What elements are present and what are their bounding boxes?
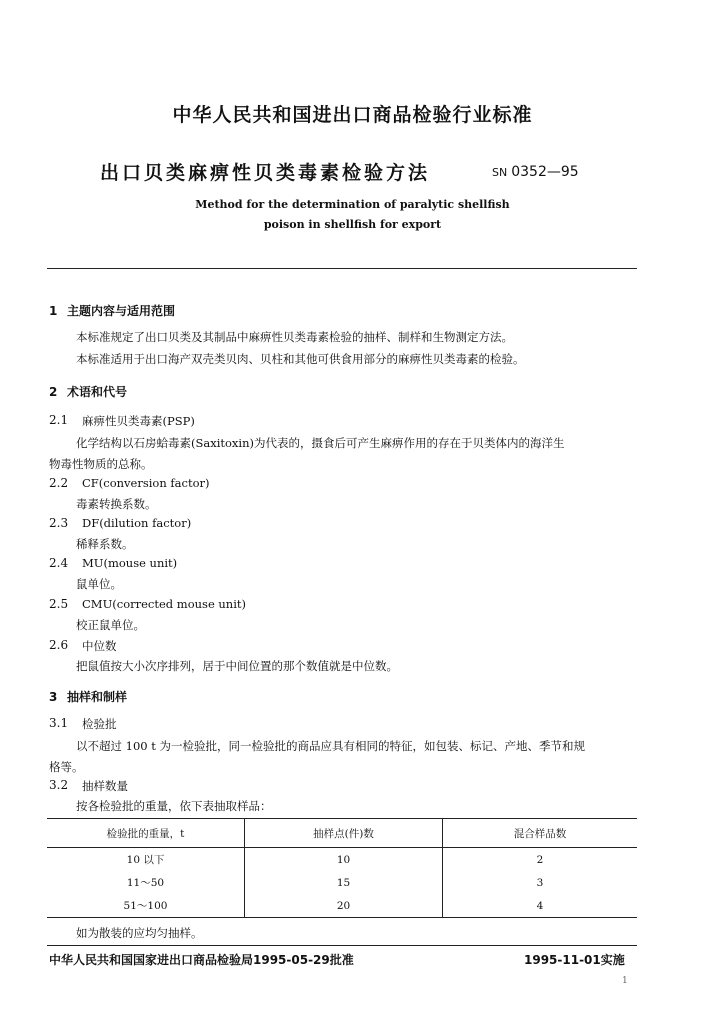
item-body-2-5: 校正鼠单位。	[76, 618, 145, 632]
section1-paragraph1: 本标准规定了出口贝类及其制品中麻痹性贝类毒素检验的抽样、制样和生物测定方法。	[76, 330, 513, 344]
item-title-3-1: 检验批	[82, 717, 117, 731]
issuing-organization: 中华人民共和国进出口商品检验行业标准	[172, 104, 533, 126]
section-number: 3	[49, 690, 58, 704]
item-number-3-1: 3.1	[49, 716, 69, 730]
item-title-2-3: DF(dilution factor)	[82, 516, 192, 530]
table-row	[47, 848, 637, 872]
document-title-english-line2: poison in shellfish for export	[263, 218, 442, 231]
item-number-2-6: 2.6	[49, 638, 69, 652]
table-cell: 4	[536, 899, 544, 912]
item-title-2-5: CMU(corrected mouse unit)	[82, 597, 246, 611]
item-body-2-1-line2: 物毒性物质的总称。	[49, 457, 153, 471]
document-title-chinese: 出口贝类麻痹性贝类毒素检验方法	[100, 162, 431, 184]
item-number-2-4: 2.4	[49, 556, 69, 570]
item-title-3-2: 抽样数量	[82, 779, 128, 793]
table-header-lot-weight: 检验批的重量，t	[47, 819, 245, 848]
item-body-3-1-line1: 以不超过 100 t 为一检验批，同一检验批的商品应具有相同的特征，如包装、标记、产地、季节和规	[76, 739, 586, 753]
table-cell: 20	[245, 894, 443, 918]
section-number: 2	[49, 385, 58, 399]
item-body-2-6: 把鼠值按大小次序排列，居于中间位置的那个数值就是中位数。	[76, 659, 398, 673]
header-divider	[47, 268, 637, 269]
section-title: 术语和代号	[67, 385, 128, 399]
item-number-2-1: 2.1	[49, 413, 69, 427]
implementation-date: 1995-11-01实施	[524, 953, 625, 967]
page-number: 1	[622, 976, 628, 986]
section-title: 抽样和制样	[67, 690, 128, 704]
section-title: 主题内容与适用范围	[67, 304, 176, 318]
table-row	[47, 894, 637, 918]
table-cell: 3	[536, 876, 544, 889]
table-cell: 2	[536, 853, 544, 866]
section-heading-2	[49, 383, 127, 400]
item-title-2-2: CF(conversion factor)	[82, 476, 210, 490]
item-number-3-2: 3.2	[49, 778, 69, 792]
section-heading-1	[49, 302, 175, 319]
section1-paragraph2: 本标准适用于出口海产双壳类贝肉、贝柱和其他可供食用部分的麻痹性贝类毒素的检验。	[76, 352, 525, 366]
item-body-3-1-line2: 格等。	[49, 760, 84, 774]
standard-prefix: SN	[492, 166, 508, 179]
table-cell: 10 以下	[47, 848, 245, 872]
table-note: 如为散装的应均匀抽样。	[76, 926, 203, 940]
table-header-mixed-samples: 混合样品数	[443, 819, 638, 848]
table-cell: 51～100	[47, 894, 245, 918]
section-number: 1	[49, 304, 58, 318]
item-title-2-1: 麻痹性贝类毒素(PSP)	[82, 414, 195, 428]
table-row	[47, 871, 637, 894]
section-heading-3	[49, 688, 127, 705]
table-cell: 15	[245, 871, 443, 894]
standard-number	[492, 164, 579, 180]
sampling-table	[47, 818, 637, 918]
footer-divider	[47, 945, 637, 946]
item-title-2-4: MU(mouse unit)	[82, 556, 178, 570]
table-cell: 11～50	[47, 871, 245, 894]
table-header-sampling-points: 抽样点(件)数	[245, 819, 443, 848]
approval-statement: 中华人民共和国国家进出口商品检验局1995-05-29批准	[49, 953, 354, 967]
item-number-2-2: 2.2	[49, 476, 69, 490]
table-cell: 10	[245, 848, 443, 872]
item-body-2-1-line1: 化学结构以石房蛤毒素(Saxitoxin)为代表的，摄食后可产生麻痹作用的存在于贝类体内的海洋生	[76, 436, 565, 450]
item-title-2-6: 中位数	[82, 639, 117, 653]
item-body-2-3: 稀释系数。	[76, 537, 134, 551]
document-title-english-line1: Method for the determination of paralytic shellfish	[195, 198, 510, 211]
item-number-2-3: 2.3	[49, 516, 69, 530]
item-body-3-2: 按各检验批的重量，依下表抽取样品：	[76, 799, 272, 813]
item-number-2-5: 2.5	[49, 597, 69, 611]
table-header-row	[47, 819, 637, 848]
item-body-2-2: 毒素转换系数。	[76, 497, 157, 511]
item-body-2-4: 鼠单位。	[76, 577, 122, 591]
standard-code: 0352—95	[511, 164, 579, 180]
